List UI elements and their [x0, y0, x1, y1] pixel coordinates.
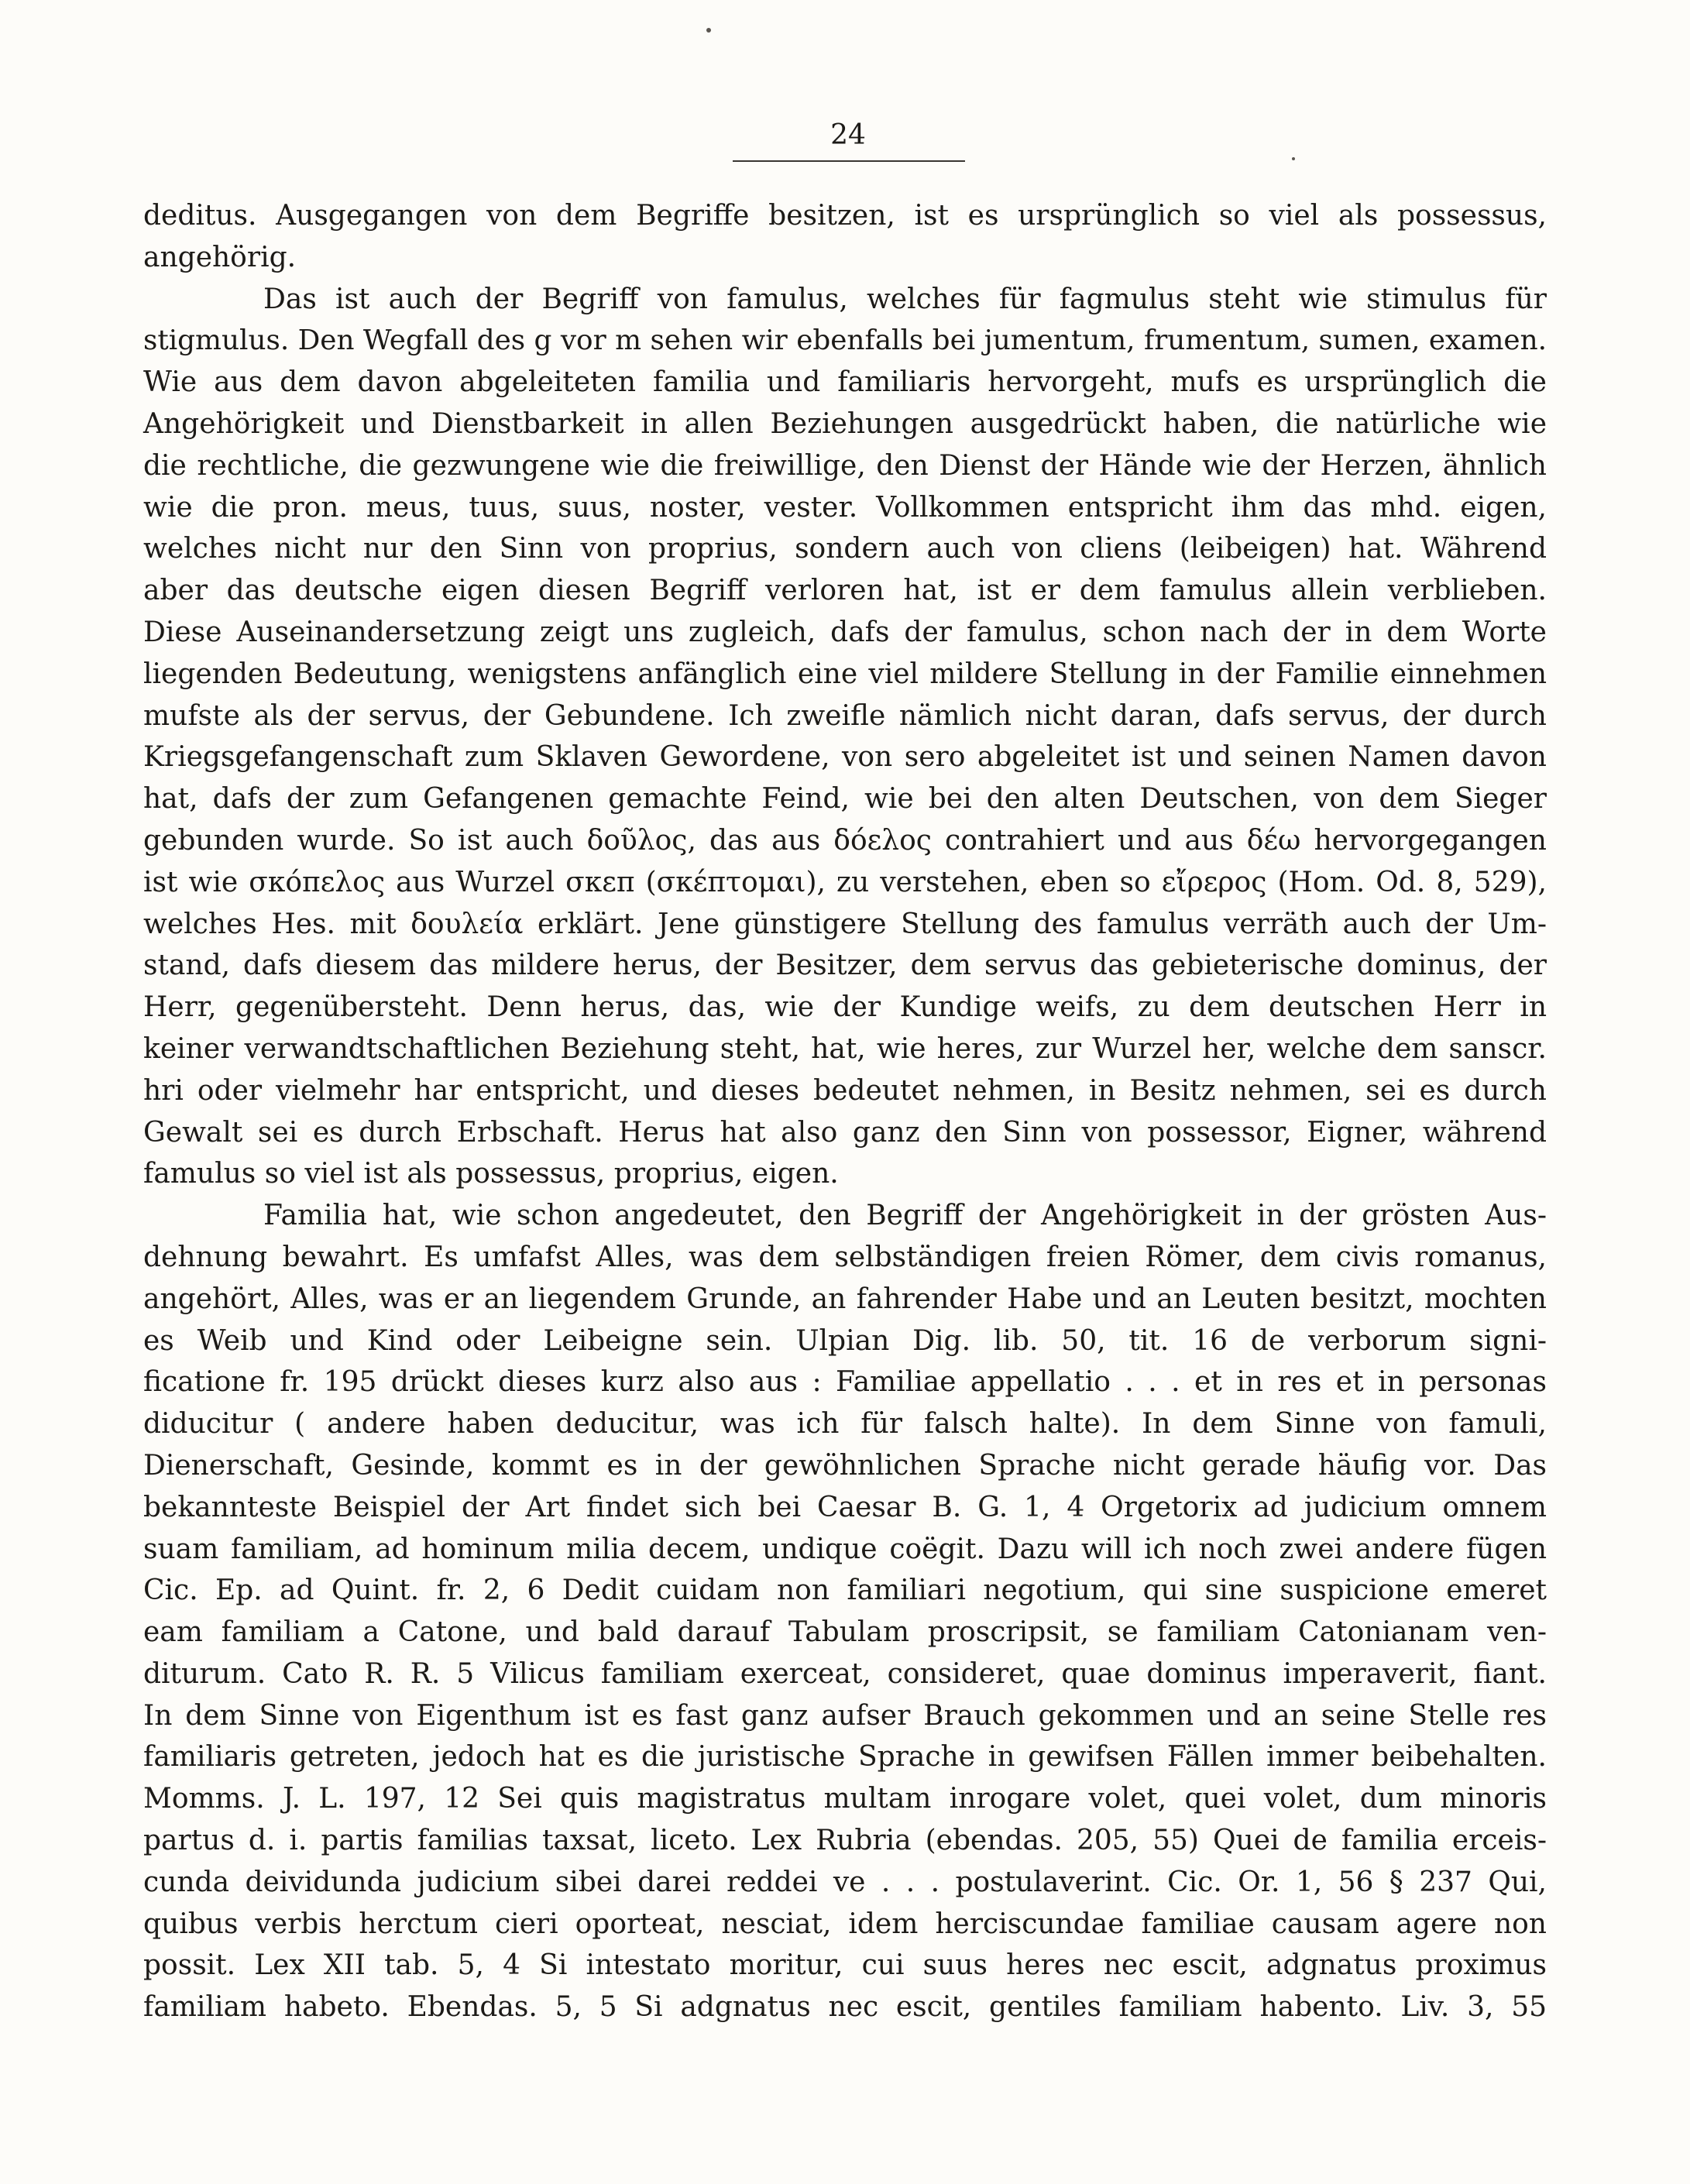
- text-line: Cic. Ep. ad Quint. fr. 2, 6 Dedit cuidam non familiari negotium, qui sine suspicione emeret: [143, 1574, 1547, 1607]
- text-line: es Weib und Kind oder Leibeigne sein. Ulpian Dig. lib. 50, tit. 16 de verborum signi-: [143, 1324, 1547, 1357]
- text-line: familiam habeto. Ebendas. 5, 5 Si adgnatus nec escit, gentiles familiam habento. Liv. 3, 55: [143, 1991, 1547, 2024]
- text-line: stand, dafs diesem das mildere herus, der Besitzer, dem servus das gebieterische dominus, der: [143, 949, 1547, 982]
- text-line: angehört, Alles, was er an liegendem Grunde, an fahrender Habe und an Leuten besitzt, mochten: [143, 1283, 1547, 1315]
- text-line: Momms. J. L. 197, 12 Sei quis magistratus multam inrogare volet, quei volet, dum minoris: [143, 1783, 1547, 1815]
- text-line: diturum. Cato R. R. 5 Vilicus familiam exerceat, consideret, quae dominus imperaverit, fiant.: [143, 1657, 1547, 1690]
- text-line: angehörig.: [143, 241, 297, 273]
- page-number: 24: [830, 119, 866, 151]
- text-line: ist wie σκόπελος aus Wurzel σκεπ (σκέπτομαι), zu verstehen, eben so εἴρερος (Hom. Od. 8, 529),: [143, 866, 1547, 898]
- text-line: bekannteste Beispiel der Art findet sich bei Caesar B. G. 1, 4 Orgetorix ad judicium omnem: [143, 1491, 1547, 1523]
- text-line: Diese Auseinandersetzung zeigt uns zugleich, dafs der famulus, schon nach der in dem Worte: [143, 616, 1547, 648]
- text-line: keiner verwandtschaftlichen Beziehung steht, hat, wie heres, zur Wurzel her, welche dem sanscr.: [143, 1032, 1547, 1065]
- text-line: Wie aus dem davon abgeleiteten familia und familiaris hervorgeht, mufs es ursprünglich die: [143, 366, 1547, 399]
- text-line: hri oder vielmehr har entspricht, und dieses bedeutet nehmen, in Besitz nehmen, sei es durch: [143, 1074, 1547, 1107]
- text-line: famulus so viel ist als possessus, proprius, eigen.: [143, 1158, 839, 1190]
- text-line: Dienerschaft, Gesinde, kommt es in der gewöhnlichen Sprache nicht gerade häufig vor. Das: [143, 1449, 1547, 1482]
- text-line: stigmulus. Den Wegfall des g vor m sehen wir ebenfalls bei jumentum, frumentum, sumen, examen.: [143, 325, 1547, 357]
- text-line: possit. Lex XII tab. 5, 4 Si intestato moritur, cui suus heres nec escit, adgnatus proximus: [143, 1949, 1547, 1982]
- ink-speck: [706, 28, 711, 33]
- text-line: Angehörigkeit und Dienstbarkeit in allen Beziehungen ausgedrückt haben, die natürliche wie: [143, 407, 1547, 440]
- text-line: dehnung bewahrt. Es umfafst Alles, was dem selbständigen freien Römer, dem civis romanus,: [143, 1241, 1547, 1273]
- text-line: Herr, gegenübersteht. Denn herus, das, wie der Kundige weifs, zu dem deutschen Herr in: [143, 991, 1547, 1024]
- text-line: diducitur ( andere haben deducitur, was ich für falsch halte). In dem Sinne von famuli,: [143, 1408, 1547, 1441]
- text-line: gebunden wurde. So ist auch δοῦλος, das aus δόελος contrahiert und aus δέω hervorgegangen: [143, 824, 1547, 857]
- text-line: deditus. Ausgegangen von dem Begriffe besitzen, ist es ursprünglich so viel als possessus,: [143, 200, 1547, 232]
- text-line: partus d. i. partis familias taxsat, liceto. Lex Rubria (ebendas. 205, 55) Quei de familia erceis-: [143, 1825, 1547, 1857]
- text-line: Gewalt sei es durch Erbschaft. Herus hat also ganz den Sinn von possessor, Eigner, während: [143, 1116, 1547, 1149]
- text-line: Das ist auch der Begriff von famulus, welches für fagmulus steht wie stimulus für: [263, 283, 1547, 315]
- text-line: Familia hat, wie schon angedeutet, den Begriff der Angehörigkeit in der grösten Aus-: [263, 1200, 1547, 1232]
- text-line: wie die pron. meus, tuus, suus, noster, vester. Vollkommen entspricht ihm das mhd. eigen,: [143, 491, 1547, 524]
- ink-speck: [1292, 157, 1295, 160]
- text-line: ficatione fr. 195 drückt dieses kurz also aus : Familiae appellatio . . . et in res et in personas: [143, 1366, 1547, 1399]
- text-line: hat, dafs der zum Gefangenen gemachte Feind, wie bei den alten Deutschen, von dem Sieger: [143, 783, 1547, 816]
- header-rule: [733, 160, 965, 162]
- text-line: liegenden Bedeutung, wenigstens anfänglich eine viel mildere Stellung in der Familie einnehmen: [143, 658, 1547, 690]
- text-line: die rechtliche, die gezwungene wie die freiwillige, den Dienst der Hände wie der Herzen, ähnlich: [143, 449, 1547, 482]
- text-line: In dem Sinne von Eigenthum ist es fast ganz aufser Brauch gekommen und an seine Stelle res: [143, 1699, 1547, 1732]
- text-line: welches Hes. mit δουλεία erklärt. Jene günstigere Stellung des famulus verräth auch der Um-: [143, 908, 1547, 940]
- text-line: welches nicht nur den Sinn von proprius, sondern auch von cliens (leibeigen) hat. Während: [143, 533, 1547, 565]
- text-line: cunda deividunda judicium sibei darei reddei ve . . . postulaverint. Cic. Or. 1, 56 § 237 Qui,: [143, 1866, 1547, 1898]
- text-line: quibus verbis herctum cieri oporteat, nesciat, idem herciscundae familiae causam agere non: [143, 1908, 1547, 1940]
- text-line: mufste als der servus, der Gebundene. Ich zweifle nämlich nicht daran, dafs servus, der durch: [143, 699, 1547, 732]
- body-text: [143, 195, 1547, 2028]
- text-line: Kriegsgefangenschaft zum Sklaven Gewordene, von sero abgeleitet ist und seinen Namen davon: [143, 741, 1547, 774]
- text-line: suam familiam, ad hominum milia decem, undique coëgit. Dazu will ich noch zwei andere fügen: [143, 1533, 1547, 1565]
- text-line: eam familiam a Catone, und bald darauf Tabulam proscripsit, se familiam Catonianam ven-: [143, 1616, 1547, 1649]
- text-line: aber das deutsche eigen diesen Begriff verloren hat, ist er dem famulus allein verblieben.: [143, 575, 1547, 607]
- text-line: familiaris getreten, jedoch hat es die juristische Sprache in gewifsen Fällen immer beibehalten.: [143, 1741, 1547, 1774]
